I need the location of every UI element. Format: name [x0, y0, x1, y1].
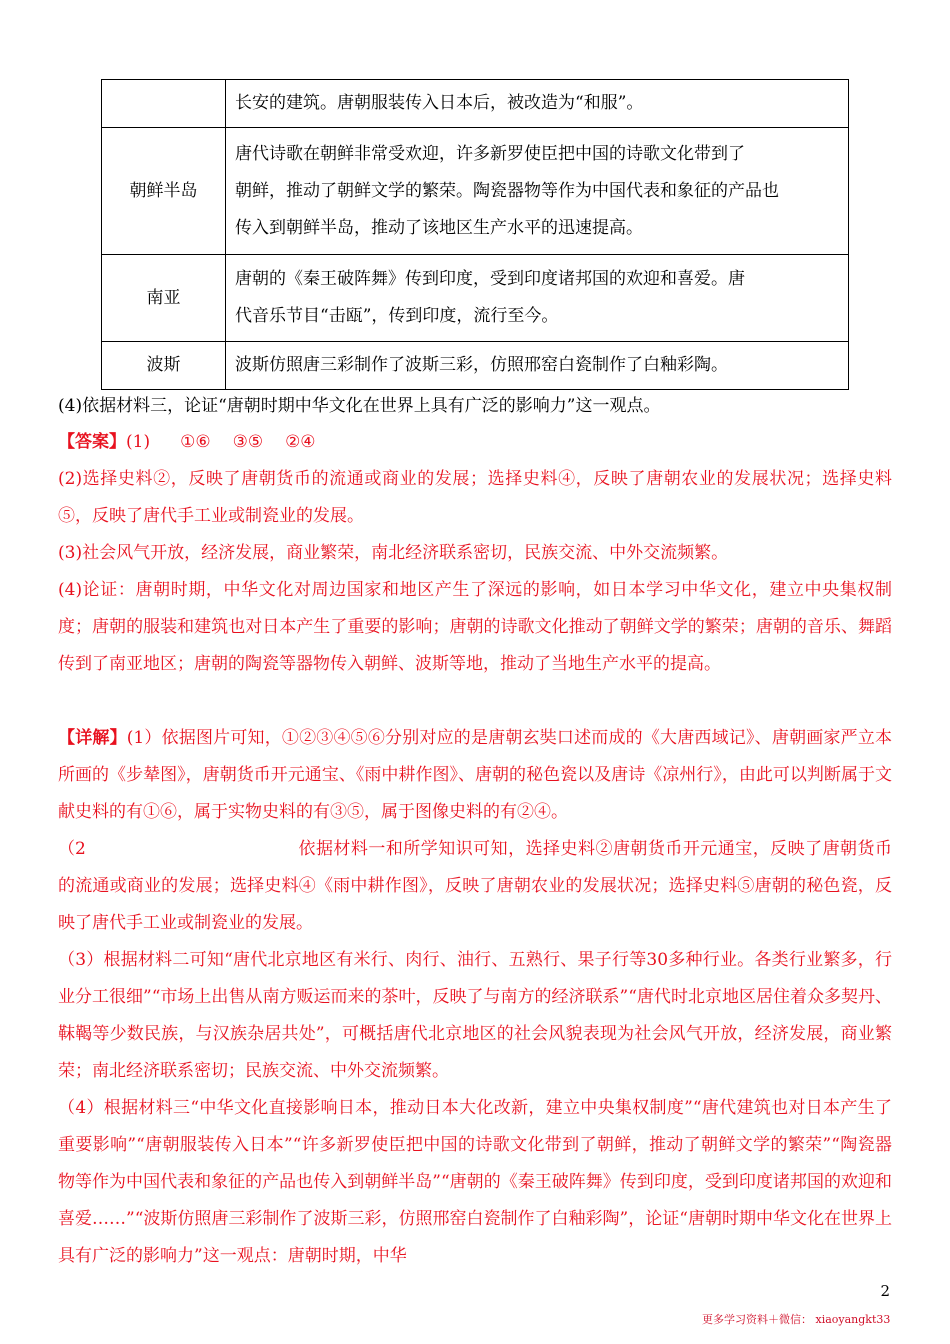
content-cell [226, 128, 849, 255]
answer-part4: (4)论证：唐朝时期，中华文化对周边国家和地区产生了深远的影响，如日本学习中华文化，建立中央集权制度；唐朝的服装和建筑也对日本产生了重要的影响；唐朝的诗歌文化推动了朝鲜文学的繁荣；唐朝的音乐、舞蹈传到了南亚地区；唐朝的陶瓷等器物传入朝鲜、波斯等地，推动了当地生产水平的提高。 [58, 580, 892, 674]
region-cell [102, 80, 226, 128]
material-table [101, 79, 849, 390]
content-cell [226, 342, 849, 390]
detail-part1 [58, 720, 892, 831]
answer-part1 [58, 424, 892, 461]
content-line: 代音乐节目“击瓯”，传到印度，流行至今。 [235, 306, 559, 326]
content-line: 朝鲜，推动了朝鲜文学的繁荣。陶瓷器物等作为中国代表和象征的产品也 [235, 180, 779, 201]
detail-part2-text: 依据材料一和所学知识可知，选择史料②唐朝货币开元通宝，反映了唐朝货币的流通或商业的发展；选择史料④《雨中耕作图》，反映了唐朝农业的发展状况；选择史料⑤唐朝的秘色瓷，反映了唐代手工业或制瓷业的发展。 [58, 839, 892, 933]
content-cell [226, 255, 849, 342]
answer-item: ①⑥ [180, 432, 211, 452]
detail-part3: （3）根据材料二可知“唐代北京地区有米行、肉行、油行、五熟行、果子行等30多种行业。各类行业繁多，行业分工很细”“市场上出售从南方贩运而来的茶叶，反映了与南方的经济联系”“唐代时北京地区居住着众多契丹、靺鞨等少数民族，与汉族杂居共处”，可概括唐代北京地区的社会风貌表现为社会风气开放，经济发展，商业繁荣；南北经济联系密切；民族交流、中外交流频繁。 [58, 950, 892, 1081]
detail-part1-text: (1）依据图片可知，①②③④⑤⑥分别对应的是唐朝玄奘口述而成的《大唐西域记》、唐朝画家严立本所画的《步辇图》，唐朝货币开元通宝、《雨中耕作图》、唐朝的秘色瓷以及唐诗《凉州行》，由此可以判断属于文献史料的有①⑥，属于实物史料的有③⑤，属于图像史料的有②④。 [58, 728, 893, 822]
answer-part3: (3)社会风气开放，经济发展，商业繁荣，南北经济联系密切，民族交流、中外交流频繁。 [58, 543, 729, 563]
content-cell [226, 80, 849, 128]
detail-tag: 【详解】 [58, 728, 127, 748]
region-cell: 南亚 [102, 255, 226, 342]
answer-item: ②④ [285, 432, 316, 452]
detail-part2 [58, 831, 892, 942]
content-line: 波斯仿照唐三彩制作了波斯三彩，仿照邢窑白瓷制作了白釉彩陶。 [235, 355, 728, 375]
answer-part2: (2)选择史料②，反映了唐朝货币的流通或商业的发展；选择史料④，反映了唐朝农业的发展状况；选择史料⑤，反映了唐代手工业或制瓷业的发展。 [58, 469, 892, 526]
table-row [102, 80, 849, 128]
content-line: 长安的建筑。唐朝服装传入日本后，被改造为“和服”。 [235, 93, 644, 113]
region-cell: 朝鲜半岛 [102, 128, 226, 255]
footer-text: 更多学习资料＋微信： xiaoyangkt33 [702, 1313, 891, 1326]
question-4: (4)依据材料三，论证“唐朝时期中华文化在世界上具有广泛的影响力”这一观点。 [58, 396, 661, 416]
detail-part2-label: （2 [58, 839, 86, 859]
detail-part4: （4）根据材料三“中华文化直接影响日本，推动日本大化改新，建立中央集权制度”“唐代建筑也对日本产生了重要影响”“唐朝服装传入日本”“许多新罗使臣把中国的诗歌文化带到了朝鲜，推动了朝鲜文学的繁荣”“陶瓷器物等作为中国代表和象征的产品也传入到朝鲜半岛”“唐朝的《秦王破阵舞》传到印度，受到印度诸邦国的欢迎和喜爱……”“波斯仿照唐三彩制作了波斯三彩，仿照邢窑白瓷制作了白釉彩陶”，论证“唐朝时期中华文化在世界上具有广泛的影响力”这一观点：唐朝时期，中华 [58, 1098, 892, 1266]
answer-part1-label: (1) [126, 432, 151, 452]
table-row [102, 255, 849, 342]
answer-item: ③⑤ [232, 432, 264, 452]
answer-tag: 【答案】 [58, 432, 126, 452]
region-cell: 波斯 [102, 342, 226, 390]
content-line: 唐代诗歌在朝鲜非常受欢迎，许多新罗使臣把中国的诗歌文化带到了 [235, 143, 745, 164]
content-line: 传入到朝鲜半岛，推动了该地区生产水平的迅速提高。 [235, 217, 643, 238]
table-row [102, 342, 849, 390]
page-number: 2 [880, 1282, 890, 1300]
table-row [102, 128, 849, 255]
content-line: 唐朝的《秦王破阵舞》传到印度，受到印度诸邦国的欢迎和喜爱。唐 [235, 269, 745, 289]
